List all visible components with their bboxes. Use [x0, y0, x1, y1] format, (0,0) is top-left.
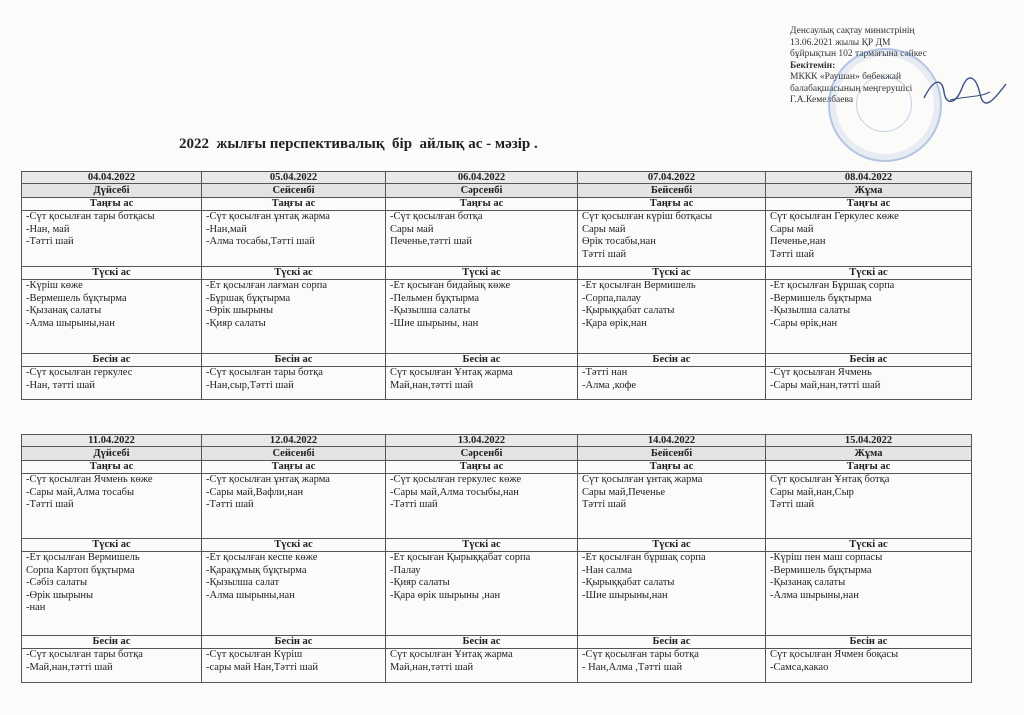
menu-item: Сүт қосылған ұнтақ жарма [582, 474, 703, 485]
menu-cell [766, 552, 972, 636]
day-row [22, 447, 972, 461]
menu-item: -Сүт қосылған тары ботқасы [26, 211, 155, 222]
snack-items-row [22, 649, 972, 683]
menu-item: Сүт қосылған Ячмен боқасы [770, 649, 899, 660]
menu-item: -Күріш көже [26, 280, 83, 291]
menu-item: - Нан,Алма ,Тәтті шай [582, 661, 683, 673]
menu-item: -Қара өрік,нан [582, 317, 647, 329]
meal-label: Таңғы ас [578, 198, 766, 211]
menu-item: -Өрік шырыны [206, 305, 274, 316]
approval-line: бұйрықтын 102 тармағына сәйкес [790, 49, 927, 59]
menu-item: -Тәтті шай [26, 499, 74, 510]
menu-item: -Қырыққабат салаты [582, 305, 675, 316]
menu-cell [22, 211, 202, 267]
lunch-items-row [22, 552, 972, 636]
menu-item: Өрік тосабы,нан [582, 236, 656, 247]
date-cell: 12.04.2022 [202, 435, 386, 447]
menu-cell [202, 474, 386, 539]
day-cell: Сәрсенбі [386, 447, 578, 461]
date-cell: 15.04.2022 [766, 435, 972, 447]
meal-label: Түскі ас [386, 539, 578, 552]
menu-cell [386, 367, 578, 400]
menu-item: -Ет қосылған лағман сорпа [206, 280, 328, 291]
menu-item: -Өрік шырыны [26, 589, 94, 601]
menu-item: -Алма тосабы,Тәтті шай [206, 236, 315, 247]
day-cell: Дүйсебі [22, 447, 202, 461]
meal-label: Түскі ас [578, 267, 766, 280]
date-cell: 05.04.2022 [202, 172, 386, 184]
menu-item: Тәтті шай [770, 499, 815, 510]
menu-item: -Алма ,кофе [582, 379, 637, 391]
week-table [21, 434, 972, 683]
menu-item: -Ет қосылған Вермишель [582, 280, 696, 291]
meal-label: Таңғы ас [766, 461, 972, 474]
menu-cell [22, 280, 202, 354]
date-cell: 07.04.2022 [578, 172, 766, 184]
menu-item: -Ет қосыған бидайық көже [390, 280, 511, 291]
menu-item: -Сүт қосылған Күріш [206, 649, 303, 660]
meal-label: Түскі ас [578, 539, 766, 552]
menu-item: Тәтті шай [582, 499, 627, 510]
meal-label: Түскі ас [22, 267, 202, 280]
menu-item: Тәтті шай [582, 248, 627, 260]
menu-cell [578, 367, 766, 400]
day-row [22, 184, 972, 198]
lunch-label-row [22, 267, 972, 280]
meal-label: Бесін ас [386, 354, 578, 367]
menu-item: Сүт қосылған күріш ботқасы [582, 211, 712, 222]
menu-item: -Нан, тәтті шай [26, 379, 95, 391]
menu-item: Сары май,Печенье [582, 486, 666, 498]
menu-cell [22, 474, 202, 539]
menu-item: -Сары май,Алма тосабы [26, 486, 135, 498]
meal-label: Түскі ас [22, 539, 202, 552]
menu-item: -Алма шырыны,нан [770, 589, 859, 601]
menu-cell [22, 552, 202, 636]
meal-label: Бесін ас [578, 354, 766, 367]
menu-item: -Сүт қосылған ұнтақ жарма [206, 211, 330, 222]
day-cell: Дүйсебі [22, 184, 202, 198]
menu-item: -Қара өрік шырыны ,нан [390, 589, 501, 601]
menu-item: -Бұршақ бұқтырма [206, 292, 291, 304]
menu-cell [386, 474, 578, 539]
menu-item: -Қызылша салат [206, 577, 280, 588]
menu-item: -Сорпа,палау [582, 292, 641, 304]
menu-cell [766, 649, 972, 683]
approval-line: балабақшасының меңгерушісі [790, 83, 913, 94]
menu-item: -Сүт қосылған ботқа [390, 211, 483, 222]
menu-item: Сүт қосылған Ұнтақ ботқа [770, 474, 890, 485]
snack-items-row [22, 367, 972, 400]
menu-cell [202, 280, 386, 354]
menu-item: -Вермишель бұқтырма [770, 292, 872, 304]
menu-item: -Сары май,Алма тосыбы,нан [390, 486, 519, 498]
menu-item: -Сүт қосылған геркулес көже [390, 474, 522, 485]
menu-item: -Сары май,Вафли,нан [206, 486, 304, 498]
meal-label: Түскі ас [386, 267, 578, 280]
meal-label: Таңғы ас [578, 461, 766, 474]
menu-item: -Тәтті шай [26, 236, 74, 247]
menu-item: -Қызылша салаты [390, 305, 471, 316]
meal-label: Бесін ас [766, 636, 972, 649]
menu-item: Сары май [582, 223, 626, 235]
meal-label: Таңғы ас [22, 198, 202, 211]
menu-cell [766, 280, 972, 354]
menu-item: -Қызанақ салаты [770, 577, 846, 588]
meal-label: Түскі ас [766, 539, 972, 552]
meal-label: Бесін ас [22, 354, 202, 367]
date-cell: 06.04.2022 [386, 172, 578, 184]
date-cell: 11.04.2022 [22, 435, 202, 447]
menu-item: -Нан,сыр,Тәтті шай [206, 379, 294, 391]
date-cell: 08.04.2022 [766, 172, 972, 184]
menu-cell [386, 552, 578, 636]
menu-item: -Қызанақ салаты [26, 305, 102, 316]
menu-item: -Ет қосыған Қырыққабат сорпа [390, 552, 531, 563]
menu-item: Сүт қосылған Ұнтақ жарма [390, 649, 513, 660]
menu-cell [22, 367, 202, 400]
menu-item: -Қияр салаты [390, 577, 450, 588]
date-cell: 13.04.2022 [386, 435, 578, 447]
menu-item: Сүт қосылған Геркулес көже [770, 211, 899, 222]
day-cell: Бейсенбі [578, 447, 766, 461]
menu-item: -нан [26, 602, 46, 613]
approval-heading: Бекітемін: [790, 60, 836, 71]
menu-item: Май,нан,тәтті шай [390, 661, 474, 673]
meal-label: Түскі ас [202, 539, 386, 552]
menu-item: -Палау [390, 564, 421, 576]
menu-cell [578, 280, 766, 354]
menu-item: Май,нан,тәтті шай [390, 379, 474, 391]
menu-item: -Тәтті нан [582, 367, 628, 378]
menu-item: -Сүт қосылған тары ботқа [582, 649, 699, 660]
menu-item: Сүт қосылған Ұнтақ жарма [390, 367, 513, 378]
menu-item: -сары май Нан,Тәтті шай [206, 661, 318, 673]
breakfast-label-row [22, 461, 972, 474]
menu-item: -Ет қосылған бұршақ сорпа [582, 552, 706, 563]
menu-cell [386, 649, 578, 683]
menu-item: -Вермешель бұқтырма [26, 292, 127, 304]
meal-label: Таңғы ас [766, 198, 972, 211]
menu-item: -Сүт қосылған геркулес [26, 367, 133, 378]
menu-item: Сары май [770, 223, 814, 235]
menu-item: Печенье,тәтті шай [390, 236, 472, 247]
menu-cell [202, 211, 386, 267]
menu-item: Сары май [390, 223, 434, 235]
menu-cell [766, 211, 972, 267]
menu-item: -Ет қосылған Вермишель [26, 552, 140, 563]
day-cell: Сейсенбі [202, 447, 386, 461]
approval-signatory: Г.А.Кемелбаева [790, 95, 854, 105]
menu-item: -Май,нан,тәтті шай [26, 661, 113, 673]
approval-line: МККК «Раушан» бөбекжай [790, 72, 902, 82]
meal-label: Бесін ас [202, 636, 386, 649]
meal-label: Түскі ас [202, 267, 386, 280]
menu-item: -Тәтті шай [206, 499, 254, 510]
snack-label-row [22, 354, 972, 367]
menu-cell [202, 367, 386, 400]
menu-item: -Нан салма [582, 564, 632, 576]
menu-item: Сорпа Картоп бұқтырма [26, 564, 135, 576]
menu-item: -Шие шырыны,нан [582, 589, 668, 601]
menu-item: -Ет қосылған кеспе көже [206, 552, 318, 563]
breakfast-items-row [22, 474, 972, 539]
menu-item: -Алма шырыны,нан [206, 589, 295, 601]
menu-item: Тәтті шай [770, 248, 815, 260]
menu-cell [386, 211, 578, 267]
menu-item: -Пельмен бұқтырма [390, 292, 479, 304]
menu-item: -Шие шырыны, нан [390, 317, 479, 329]
approval-line: 13.06.2021 жылы ҚР ДМ [790, 37, 891, 48]
day-cell: Бейсенбі [578, 184, 766, 198]
approval-line: Денсаулық сақтау министрінің [790, 26, 915, 36]
menu-cell [578, 552, 766, 636]
menu-item: -Сүт қосылған тары ботқа [26, 649, 143, 660]
menu-item: -Алма шырыны,нан [26, 317, 115, 329]
menu-cell [22, 649, 202, 683]
meal-label: Бесін ас [22, 636, 202, 649]
meal-label: Таңғы ас [22, 461, 202, 474]
menu-item: -Қарақұмық бұқтырма [206, 564, 307, 576]
date-row [22, 435, 972, 447]
menu-cell [578, 211, 766, 267]
menu-item: -Сары өрік,нан [770, 317, 838, 329]
day-cell: Жұма [766, 184, 972, 198]
meal-label: Түскі ас [766, 267, 972, 280]
menu-cell [202, 552, 386, 636]
meal-label: Таңғы ас [202, 198, 386, 211]
menu-item: -Нан, май [26, 223, 70, 235]
date-cell: 14.04.2022 [578, 435, 766, 447]
menu-item: Сары май,нан,Сыр [770, 486, 854, 498]
menu-item: -Сүт қосылған Ячмень көже [26, 474, 153, 485]
day-cell: Жұма [766, 447, 972, 461]
meal-label: Бесін ас [766, 354, 972, 367]
breakfast-label-row [22, 198, 972, 211]
menu-item: -Қырыққабат салаты [582, 577, 675, 588]
meal-label: Таңғы ас [386, 198, 578, 211]
menu-item: -Сары май,нан,тәтті шай [770, 379, 881, 391]
menu-item: -Самса,какао [770, 661, 829, 673]
seal-emblem [856, 76, 912, 132]
menu-item: -Күріш пен маш сорпасы [770, 552, 883, 563]
breakfast-items-row [22, 211, 972, 267]
menu-item: -Тәтті шай [390, 499, 438, 510]
menu-item: -Сүт қосылған тары ботқа [206, 367, 323, 378]
menu-item: -Нан,май [206, 223, 247, 235]
menu-cell [766, 474, 972, 539]
lunch-items-row [22, 280, 972, 354]
menu-item: -Сәбіз салаты [26, 577, 88, 588]
menu-item: Печенье,нан [770, 236, 826, 247]
day-cell: Сейсенбі [202, 184, 386, 198]
menu-item: -Ет қосылған Бұршақ сорпа [770, 280, 895, 291]
menu-item: -Сүт қосылған ұнтақ жарма [206, 474, 330, 485]
menu-item: -Сүт қосылған Ячмень [770, 367, 872, 378]
meal-label: Таңғы ас [202, 461, 386, 474]
meal-label: Бесін ас [386, 636, 578, 649]
menu-cell [202, 649, 386, 683]
menu-item: -Вермишель бұқтырма [770, 564, 872, 576]
meal-label: Бесін ас [202, 354, 386, 367]
meal-label: Таңғы ас [386, 461, 578, 474]
day-cell: Сәрсенбі [386, 184, 578, 198]
menu-cell [578, 474, 766, 539]
snack-label-row [22, 636, 972, 649]
menu-cell [578, 649, 766, 683]
lunch-label-row [22, 539, 972, 552]
date-cell: 04.04.2022 [22, 172, 202, 184]
date-row [22, 172, 972, 184]
signature-icon [920, 70, 1010, 110]
meal-label: Бесін ас [578, 636, 766, 649]
menu-item: -Қияр салаты [206, 317, 266, 329]
menu-cell [766, 367, 972, 400]
menu-cell [386, 280, 578, 354]
week-table [21, 171, 972, 400]
menu-item: -Қызылша салаты [770, 305, 851, 316]
page-title: 2022 жылғы перспективалық бір айлық ас - мәзір . [179, 136, 538, 152]
